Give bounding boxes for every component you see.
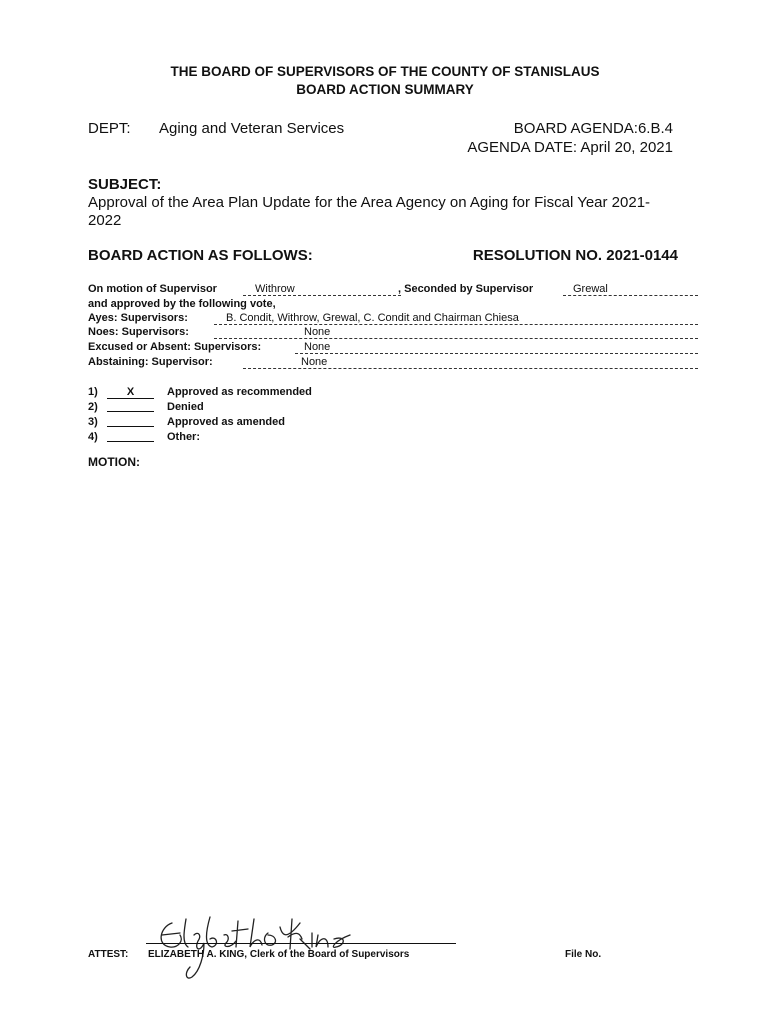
- option-3-label: Approved as amended: [167, 416, 285, 428]
- motion-label: On motion of Supervisor: [88, 283, 217, 295]
- dept-value: Aging and Veteran Services: [159, 120, 345, 137]
- option-3-number: 3): [88, 416, 98, 428]
- ayes-value: B. Condit, Withrow, Grewal, C. Condit and Chairman Chiesa: [226, 312, 519, 324]
- noes-value: None: [304, 326, 331, 338]
- option-1-mark: X: [107, 386, 154, 399]
- agenda-date: AGENDA DATE: April 20, 2021: [467, 139, 673, 156]
- subject-text: Approval of the Area Plan Update for the Area Agency on Aging for Fiscal Year 2021-2022: [88, 194, 651, 229]
- motion-by-line: [243, 295, 401, 296]
- noes-label: Noes: Supervisors:: [88, 326, 189, 338]
- excused-line: [295, 353, 698, 354]
- board-action-label: BOARD ACTION AS FOLLOWS:: [88, 247, 313, 264]
- attest-label: ATTEST:: [88, 949, 129, 960]
- clerk-name: ELIZABETH A. KING, Clerk of the Board of Supervisors: [148, 949, 410, 960]
- abstaining-line: [243, 368, 698, 369]
- abstaining-value: None: [301, 356, 328, 368]
- subject-label: SUBJECT:: [88, 176, 162, 193]
- abstaining-label: Abstaining: Supervisor:: [88, 356, 213, 368]
- clerk-signature-image: [150, 905, 380, 985]
- dept-label: DEPT:: [88, 120, 131, 137]
- document-subtitle: BOARD ACTION SUMMARY: [296, 82, 474, 97]
- excused-label: Excused or Absent: Supervisors:: [88, 341, 262, 353]
- seconded-by: Grewal: [573, 283, 608, 295]
- option-1-number: 1): [88, 386, 98, 398]
- option-4-mark: [107, 429, 154, 442]
- option-2-mark: [107, 399, 154, 412]
- motion-label: MOTION:: [88, 455, 140, 469]
- option-4-number: 4): [88, 431, 98, 443]
- option-1-label: Approved as recommended: [167, 386, 312, 398]
- ayes-label: Ayes: Supervisors:: [88, 312, 188, 324]
- file-number-label: File No.: [565, 949, 602, 960]
- option-2-number: 2): [88, 401, 98, 413]
- ayes-line: [214, 324, 698, 325]
- board-agenda: BOARD AGENDA:6.B.4: [513, 120, 673, 137]
- motion-by: Withrow: [255, 283, 295, 295]
- motion-line: [88, 283, 217, 295]
- signature-line: [146, 943, 456, 944]
- option-3-mark: [107, 414, 154, 427]
- seconded-label: , Seconded by Supervisor: [398, 283, 534, 295]
- excused-value: None: [304, 341, 331, 353]
- approved-line: and approved by the following vote,: [88, 298, 276, 310]
- resolution-number: RESOLUTION NO. 2021-0144: [472, 247, 678, 264]
- noes-line: [214, 338, 698, 339]
- document-title: THE BOARD OF SUPERVISORS OF THE COUNTY OF STANISLAUS: [170, 64, 600, 79]
- seconded-by-line: [563, 295, 698, 296]
- option-2-label: Denied: [167, 401, 204, 413]
- option-4-label: Other:: [167, 431, 200, 443]
